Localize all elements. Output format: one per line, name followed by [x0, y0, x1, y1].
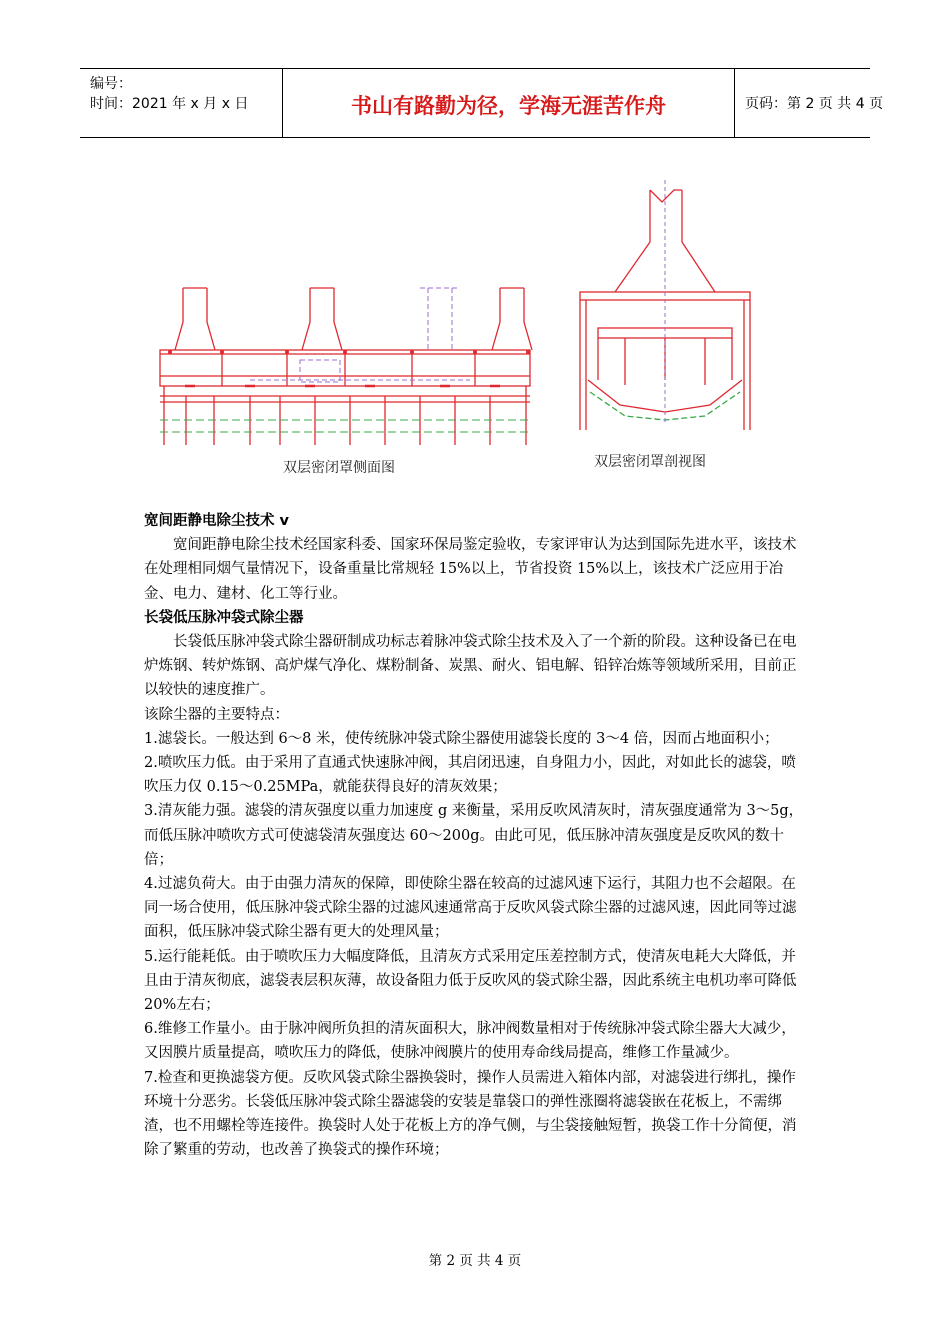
section-heading: 长袋低压脉冲袋式除尘器	[144, 609, 304, 626]
paragraph: 宽间距静电除尘技术经国家科委、国家环保局鉴定验收，专家评审认为达到国际先进水平，该技术在处理相同烟气量情况下，设备重量比常规轻 15%以上，节省投资 15%以上，该技术广泛应用于冶金、电力、建材、化工等行业。	[144, 537, 797, 602]
side-view-caption: 双层密闭罩侧面图	[283, 460, 395, 476]
side-view-drawing	[150, 280, 550, 445]
header-meta	[80, 69, 283, 137]
header-motto-cell	[283, 69, 735, 137]
section-heading: 宽间距静电除尘技术 v	[144, 513, 289, 529]
document-date: 时间：2021 年 x 月 x 日	[90, 96, 249, 112]
header-page-info: 页码：第 2 页 共 4 页	[745, 96, 884, 112]
paragraph: 长袋低压脉冲袋式除尘器研制成功标志着脉冲袋式除尘技术及入了一个新的阶段。这种设备已在电炉炼钢、转炉炼钢、高炉煤气净化、煤粉制备、炭黑、耐火、铝电解、铅锌冶炼等领域所采用，目前正以较快的速度推广。	[144, 634, 797, 699]
features-intro: 该除尘器的主要特点：	[144, 706, 289, 723]
page-header	[80, 68, 884, 138]
section-view-drawing	[570, 180, 760, 430]
feature-item: 3.清灰能力强。滤袋的清灰强度以重力加速度 g 来衡量，采用反吹风清灰时，清灰强度通常为 3～5g，而低压脉冲喷吹方式可使滤袋清灰强度达 60～200g。由此可见，低压脉冲清灰强度是反吹风的数十倍；	[144, 803, 804, 868]
document-number-label: 编号：	[90, 76, 132, 92]
feature-item: 2.喷吹压力低。由于采用了直通式快速脉冲阀，其启闭迅速，自身阻力小，因此，对如此长的滤袋，喷吹压力仅 0.15～0.25MPa，就能获得良好的清灰效果；	[144, 755, 796, 796]
feature-item: 4.过滤负荷大。由于由强力清灰的保障，即使除尘器在较高的过滤风速下运行，其阻力也不会超限。在同一场合使用，低压脉冲袋式除尘器的过滤风速通常高于反吹风袋式除尘器的过滤风速，因此同等过滤面积，低压脉冲袋式除尘器有更大的处理风量；	[144, 876, 797, 941]
feature-item: 6.维修工作量小。由于脉冲阀所负担的清灰面积大，脉冲阀数量相对于传统脉冲袋式除尘器大大减少，又因膜片质量提高，喷吹压力的降低，使脉冲阀膜片的使用寿命线局提高，维修工作量减少。	[144, 1021, 796, 1062]
document-body	[144, 509, 808, 1162]
section-view-caption: 双层密闭罩剖视图	[594, 454, 706, 470]
feature-item: 7.检查和更换滤袋方便。反吹风袋式除尘器换袋时，操作人员需进入箱体内部，对滤袋进行绑扎，操作环境十分恶劣。长袋低压脉冲袋式除尘器滤袋的安装是靠袋口的弹性涨圈将滤袋嵌在花板上，不需绑渣，也不用螺栓等连接件。换袋时人处于花板上方的净气侧，与尘袋接触短暂，换袋工作十分简便，消除了繁重的劳动，也改善了换袋式的操作环境；	[144, 1069, 797, 1159]
feature-item: 1.滤袋长。一般达到 6～8 米，使传统脉冲袋式除尘器使用滤袋长度的 3～4 倍，因而占地面积小；	[144, 730, 779, 747]
feature-item: 5.运行能耗低。由于喷吹压力大幅度降低，且清灰方式采用定压差控制方式，使清灰电耗大大降低，并且由于清灰彻底，滤袋表层积灰薄，故设备阻力低于反吹风的袋式除尘器，因此系统主电机功率可降低 20%左右；	[144, 948, 797, 1014]
header-page-cell	[735, 69, 884, 137]
page-footer: 第 2 页 共 4 页	[428, 1253, 522, 1269]
header-motto: 书山有路勤为径，学海无涯苦作舟	[351, 94, 666, 118]
